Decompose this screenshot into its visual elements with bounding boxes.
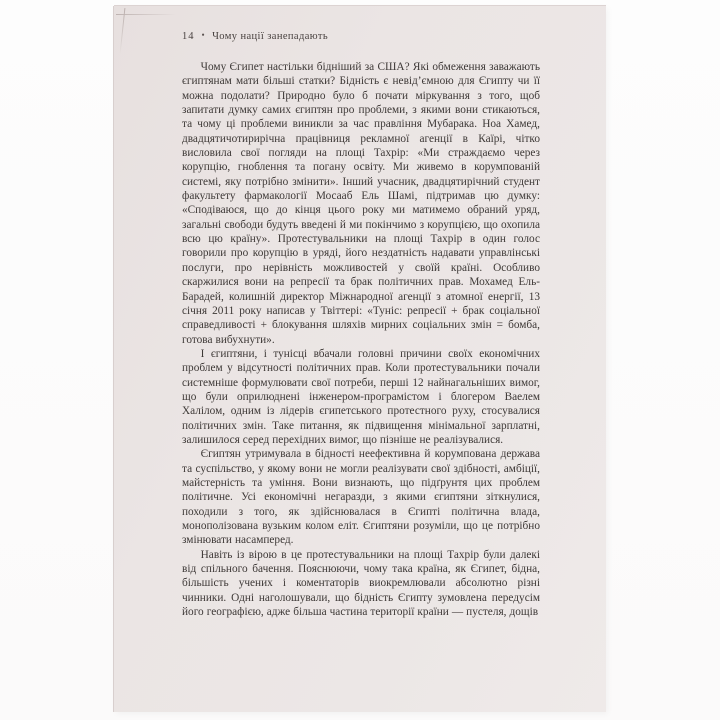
running-head — [182, 30, 540, 42]
body-paragraph: Чому Єгипет настільки бідніший за США? Які обмеження заважають єгиптянам мати більші статки? Бідність є невід’ємною для Єгипту чи її можна подолати? Природно було б почати міркування з того, щоб запитати думку самих єгиптян про проблеми, з якими вони стикаються, та чому ці проблеми виникли за час правління Мубарака. Ноа Хамед, двадцятичотирирічна працівниця рекламної агенції в Каїрі, чітко висловила свої погляди на площі Тахрір: «Ми страждаємо через корупцію, гноблення та погану освіту. Ми живемо в корумпованій системі, яку потрібно змінити». Інший учасник, двадцятирічний студент факультету фармакології Мосааб Ель Шамі, підтримав цю думку: «Сподіваюся, що до кінця цього року ми матимемо обраний уряд, загальні свободи будуть введені й ми покінчимо з корупцією, що охопила всю цю країну». Протестувальники на площі Тахрір в один голос говорили про корупцію в уряді, його нездатність надавати управлінські послуги, про нерівність можливостей у своїй країні. Особливо скаржилися вони на репресії та брак політичних прав. Мохамед Ель-Барадей, колишній директор Міжнародної агенції з атомної енергії, 13 січня 2011 року написав у Твіттері: «Туніс: репресії + брак соціальної справедливості + блокування шляхів мирних соціальних змін = бомба, готова вибухнути». — [182, 61, 540, 346]
body-text — [182, 60, 540, 619]
running-title: Чому нації занепадають — [212, 31, 329, 42]
page-number: 14 — [182, 31, 195, 42]
body-paragraph: Навіть із вірою в це протестувальники на площі Тахрір були далекі від спільного бачення. Пояснюючи, чому така країна, як Єгипет, бідна, більшість учених і коментаторів виокремлювали абсолютно різні чинники. Одні наголошували, що бідність Єгипту зумовлена передусім його географією, адже більша частина території країни — пустеля, дощів — [182, 548, 540, 619]
book-page — [114, 6, 606, 712]
body-paragraph: І єгиптяни, і тунісці вбачали головні причини своїх економічних проблем у відсутності політичних прав. Коли протестувальники почали системніше формулювати свої потреби, перші 12 найнагальніших вимог, що були оприлюднені інженером-програмістом і блогером Ваелем Халілом, одним із лідерів єгипетського протестного руху, стосувалися політичних змін. Таке питання, як підвищення мінімальної зарплатні, залишилося серед перехідних вимог, що пізніше не реалізувалися. — [182, 347, 540, 446]
page-edge-top-line — [116, 14, 176, 15]
header-separator-dot: • — [201, 30, 206, 40]
text-block — [182, 30, 540, 619]
body-paragraph: Єгиптян утримувала в бідності неефективна й корумпована держава та суспільство, у якому вони не могли реалізувати свої здібності, амбіції, майстерність та уміння. Вони визнають, що підґрунтя цих проблем політичне. Усі економічні негаразди, з якими єгиптяни зіткнулися, походили з того, як здійснювалася в Єгипті політична влада, монополізована вузьким колом еліт. Єгиптяни розуміли, що це потрібно змінювати насамперед. — [182, 448, 540, 547]
